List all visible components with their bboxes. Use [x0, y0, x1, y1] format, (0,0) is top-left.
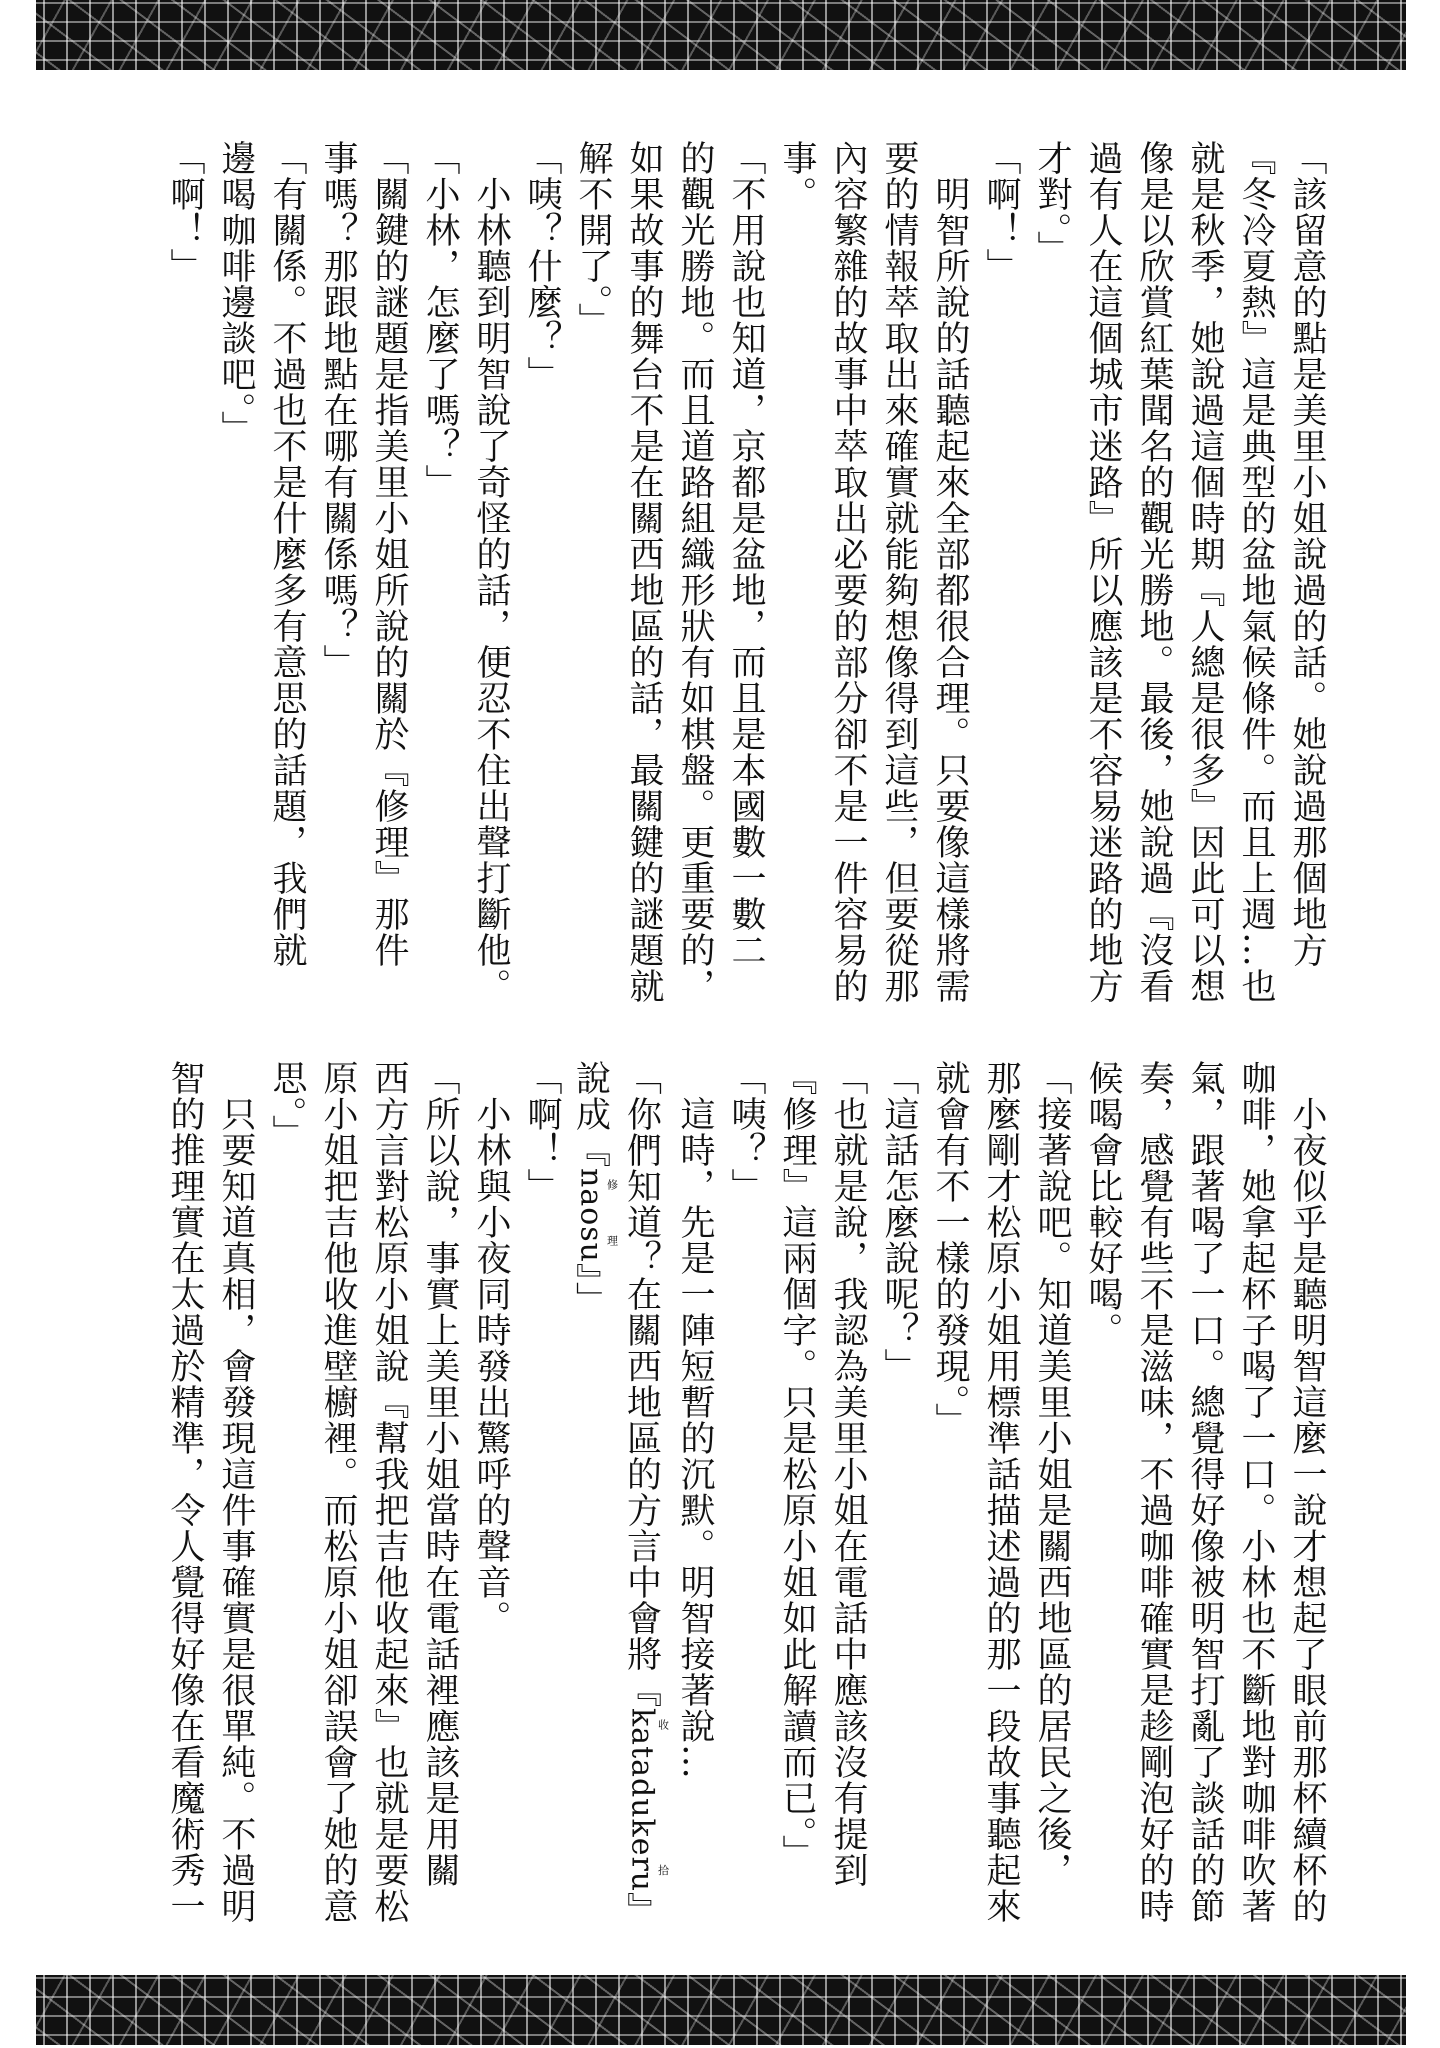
ruby-annotation: [622, 1708, 670, 1893]
text-column: 『冬冷夏熱』這是典型的盆地氣候條件。而且上週…也: [1236, 140, 1276, 1004]
text-column: 的觀光勝地。而且道路組織形狀有如棋盤。更重要的，: [675, 140, 715, 1004]
text-column: 「也就是說，我認為美里小姐在電話中應該沒有提到: [828, 1060, 868, 1888]
text-column: 小林聽到明智說了奇怪的話，便忍不住出聲打斷他。: [471, 140, 511, 1004]
text-column: 奏，感覺有些不是滋味，不過咖啡確實是趁剛泡好的時: [1134, 1060, 1174, 1924]
text-column: 「這話怎麼說呢？」: [879, 1060, 919, 1384]
text-segment: 「你們知道？在關西地區的方言中會將『: [621, 1060, 662, 1708]
text-column: 候喝會比較好喝。: [1083, 1060, 1123, 1348]
text-column: [567, 1060, 618, 1930]
ruby-base: naosu: [573, 1168, 609, 1263]
text-column: 「啊！」: [165, 140, 205, 284]
text-column: 只要知道真相，會發現這件事確實是很單純。不過明: [216, 1060, 256, 1924]
text-column: 原小姐把吉他收進壁櫥裡。而松原小姐卻誤會了她的意: [318, 1060, 358, 1924]
bottom-grunge-border: [36, 1975, 1406, 2045]
ruby-text: 修理: [605, 1168, 619, 1263]
ruby-annotation: [571, 1168, 619, 1263]
text-column: 「該留意的點是美里小姐說過的話。她說過那個地方: [1287, 140, 1327, 968]
text-column: 咖啡，她拿起杯子喝了一口。小林也不斷地對咖啡吹著: [1236, 1060, 1276, 1924]
bottom-text-block: [159, 1060, 1332, 1930]
text-column: 事。: [777, 140, 817, 212]
text-column: 那麼剛才松原小姐用標準話描述過的那一段故事聽起來: [981, 1060, 1021, 1924]
text-column: 西方言對松原小姐說『幫我把吉他收起來』也就是要松: [369, 1060, 409, 1924]
text-column: 事嗎？那跟地點在哪有關係嗎？」: [318, 140, 358, 680]
text-segment: 』: [621, 1892, 662, 1929]
text-column: 「啊！」: [522, 1060, 562, 1204]
text-column: 要的情報萃取出來確實就能夠想像得到這些，但要從那: [879, 140, 919, 1004]
text-column: 『修理』這兩個字。只是松原小姐如此解讀而已。」: [777, 1060, 817, 1871]
ruby-text: 收拾: [656, 1708, 670, 1893]
text-column: 內容繁雜的故事中萃取出必要的部分卻不是一件容易的: [828, 140, 868, 1004]
text-column: 這時，先是一陣短暫的沉默。明智接著說…: [675, 1060, 715, 1780]
text-column: 如果故事的舞台不是在關西地區的話，最關鍵的謎題就: [624, 140, 664, 1004]
text-column: 「接著說吧。知道美里小姐是關西地區的居民之後，: [1032, 1060, 1072, 1888]
text-column: 「咦？什麼？」: [522, 140, 562, 392]
text-segment: 說成『: [570, 1060, 611, 1168]
text-column: 「咦？」: [726, 1060, 766, 1204]
text-column: 「小林，怎麼了嗎？」: [420, 140, 460, 500]
text-column: 氣，跟著喝了一口。總覺得好像被明智打亂了談話的節: [1185, 1060, 1225, 1924]
text-column: 思。」: [267, 1060, 307, 1151]
top-text-block: [159, 140, 1332, 1010]
text-column: 「有關係。不過也不是什麼多有意思的話題，我們就: [267, 140, 307, 968]
text-segment: 』」: [570, 1263, 611, 1318]
text-column: 智的推理實在太過於精準，令人覺得好像在看魔術秀一: [165, 1060, 205, 1924]
text-column: 解不開了。」: [573, 140, 613, 339]
text-column: 「所以說，事實上美里小姐當時在電話裡應該是用關: [420, 1060, 460, 1888]
text-column: 像是以欣賞紅葉聞名的觀光勝地。最後，她說過『沒看: [1134, 140, 1174, 1004]
text-column: 「不用說也知道，京都是盆地，而且是本國數一數二: [726, 140, 766, 968]
text-column: 「關鍵的謎題是指美里小姐所說的關於『修理』那件: [369, 140, 409, 968]
text-column: 就會有不一樣的發現。」: [930, 1060, 970, 1439]
text-column: [618, 1060, 669, 1930]
text-column: 就是秋季，她說過這個時期『人總是很多』因此可以想: [1185, 140, 1225, 1004]
text-column: 「啊！」: [981, 140, 1021, 284]
text-column: 明智所說的話聽起來全部都很合理。只要像這樣將需: [930, 140, 970, 1004]
top-grunge-border: [36, 0, 1406, 70]
text-column: 才對。」: [1032, 140, 1072, 267]
text-column: 小林與小夜同時發出驚呼的聲音。: [471, 1060, 511, 1636]
text-column: 小夜似乎是聽明智這麼一說才想起了眼前那杯續杯的: [1287, 1060, 1327, 1924]
text-column: 過有人在這個城市迷路』所以應該是不容易迷路的地方: [1083, 140, 1123, 1004]
text-column: 邊喝咖啡邊談吧。」: [216, 140, 256, 447]
ruby-base: katadukeru: [624, 1708, 660, 1893]
